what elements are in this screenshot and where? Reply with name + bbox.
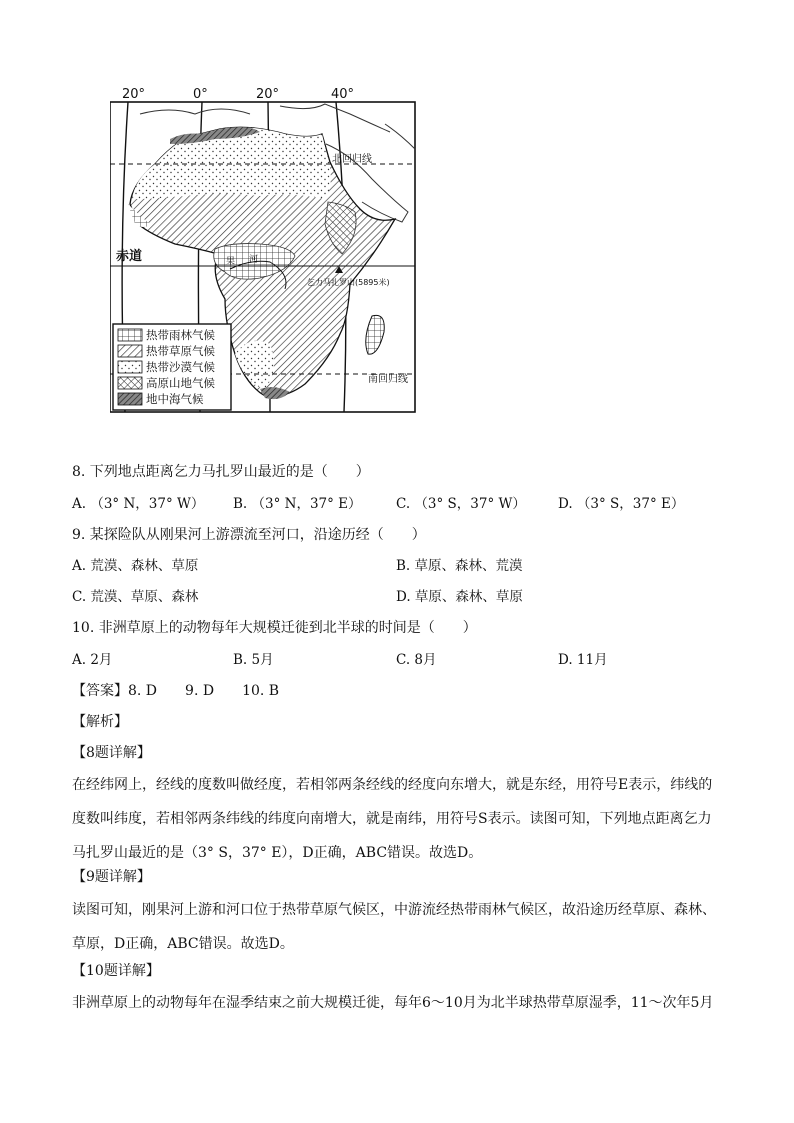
tropic-north-label: 北回归线 [332, 154, 372, 165]
legend-swatch-desert [118, 361, 142, 373]
africa-climate-map [110, 84, 428, 414]
paragraph-line: 度数叫纬度，若相邻两条纬线的纬度向南增大，就是南纬，用符号S表示。读图可知，下列地点距离乞力 [72, 811, 712, 827]
answer-option: A. （3° N，37° W） [72, 496, 205, 512]
answer-option: A. 荒漠、森林、草原 [72, 558, 199, 574]
detail-heading: 【9题详解】 [72, 869, 151, 885]
answer-option: C. （3° S，37° W） [396, 496, 526, 512]
river-label: 河 [249, 255, 259, 265]
answer-option: A. 2月 [72, 652, 113, 668]
lon-label: 20° [256, 87, 280, 102]
question-stem: 8. 下列地点距离乞力马扎罗山最近的是（ ） [72, 464, 370, 480]
detail-paragraph [72, 893, 722, 961]
answer-option: C. 8月 [396, 652, 437, 668]
lon-label: 0° [193, 87, 208, 102]
tropic-south-label: 南回归线 [368, 374, 408, 385]
legend-label: 地中海气候 [146, 392, 204, 406]
detail-paragraph [72, 986, 722, 1020]
answer-option: B. 5月 [233, 652, 274, 668]
river-label: 果 [226, 257, 236, 267]
paragraph-line: 在经纬网上，经线的度数叫做经度，若相邻两条经线的经度向东增大，就是东经，用符号E表示，纬线的 [72, 777, 713, 793]
legend-label: 高原山地气候 [146, 376, 215, 390]
legend-label: 热带草原气候 [146, 344, 215, 358]
answer-option: B. 草原、森林、荒漠 [396, 558, 523, 574]
equator-label: 赤道 [116, 249, 143, 264]
legend-swatch-savanna [118, 345, 142, 357]
legend-swatch-mediterranean [118, 393, 142, 405]
legend-label: 热带雨林气候 [146, 328, 215, 342]
answer-option: D. 11月 [558, 652, 608, 668]
map-legend [113, 324, 231, 410]
legend-label: 热带沙漠气候 [146, 360, 215, 374]
detail-paragraph [72, 768, 722, 870]
analysis-heading: 【解析】 [72, 714, 128, 730]
answer-key: 【答案】8. D 9. D 10. B [72, 683, 280, 699]
question-stem: 9. 某探险队从刚果河上游漂流至河口，沿途历经（ ） [72, 527, 426, 543]
answer-option: C. 荒漠、草原、森林 [72, 589, 199, 605]
legend-swatch-highland [118, 377, 142, 389]
answer-option: D. （3° S，37° E） [558, 496, 685, 512]
detail-heading: 【10题详解】 [72, 963, 160, 979]
mountain-label: 乞力马扎罗山(5895米) [307, 278, 390, 287]
question-stem: 10. 非洲草原上的动物每年大规模迁徙到北半球的时间是（ ） [72, 620, 477, 636]
answer-option: B. （3° N，37° E） [233, 496, 362, 512]
detail-heading: 【8题详解】 [72, 745, 151, 761]
legend-swatch-rainforest [118, 329, 142, 341]
paragraph-line: 草原，D正确，ABC错误。故选D。 [72, 936, 294, 952]
paragraph-line: 非洲草原上的动物每年在湿季结束之前大规模迁徙，每年6～10月为北半球热带草原湿季，11～次年5月 [72, 995, 714, 1011]
answer-option: D. 草原、森林、草原 [396, 589, 523, 605]
lon-label: 20° [122, 87, 146, 102]
paragraph-line: 读图可知，刚果河上游和河口位于热带草原气候区，中游流经热带雨林气候区，故沿途历经草原、森林、 [72, 902, 716, 918]
paragraph-line: 马扎罗山最近的是（3° S，37° E），D正确，ABC错误。故选D。 [72, 845, 483, 861]
lon-label: 40° [331, 87, 355, 102]
